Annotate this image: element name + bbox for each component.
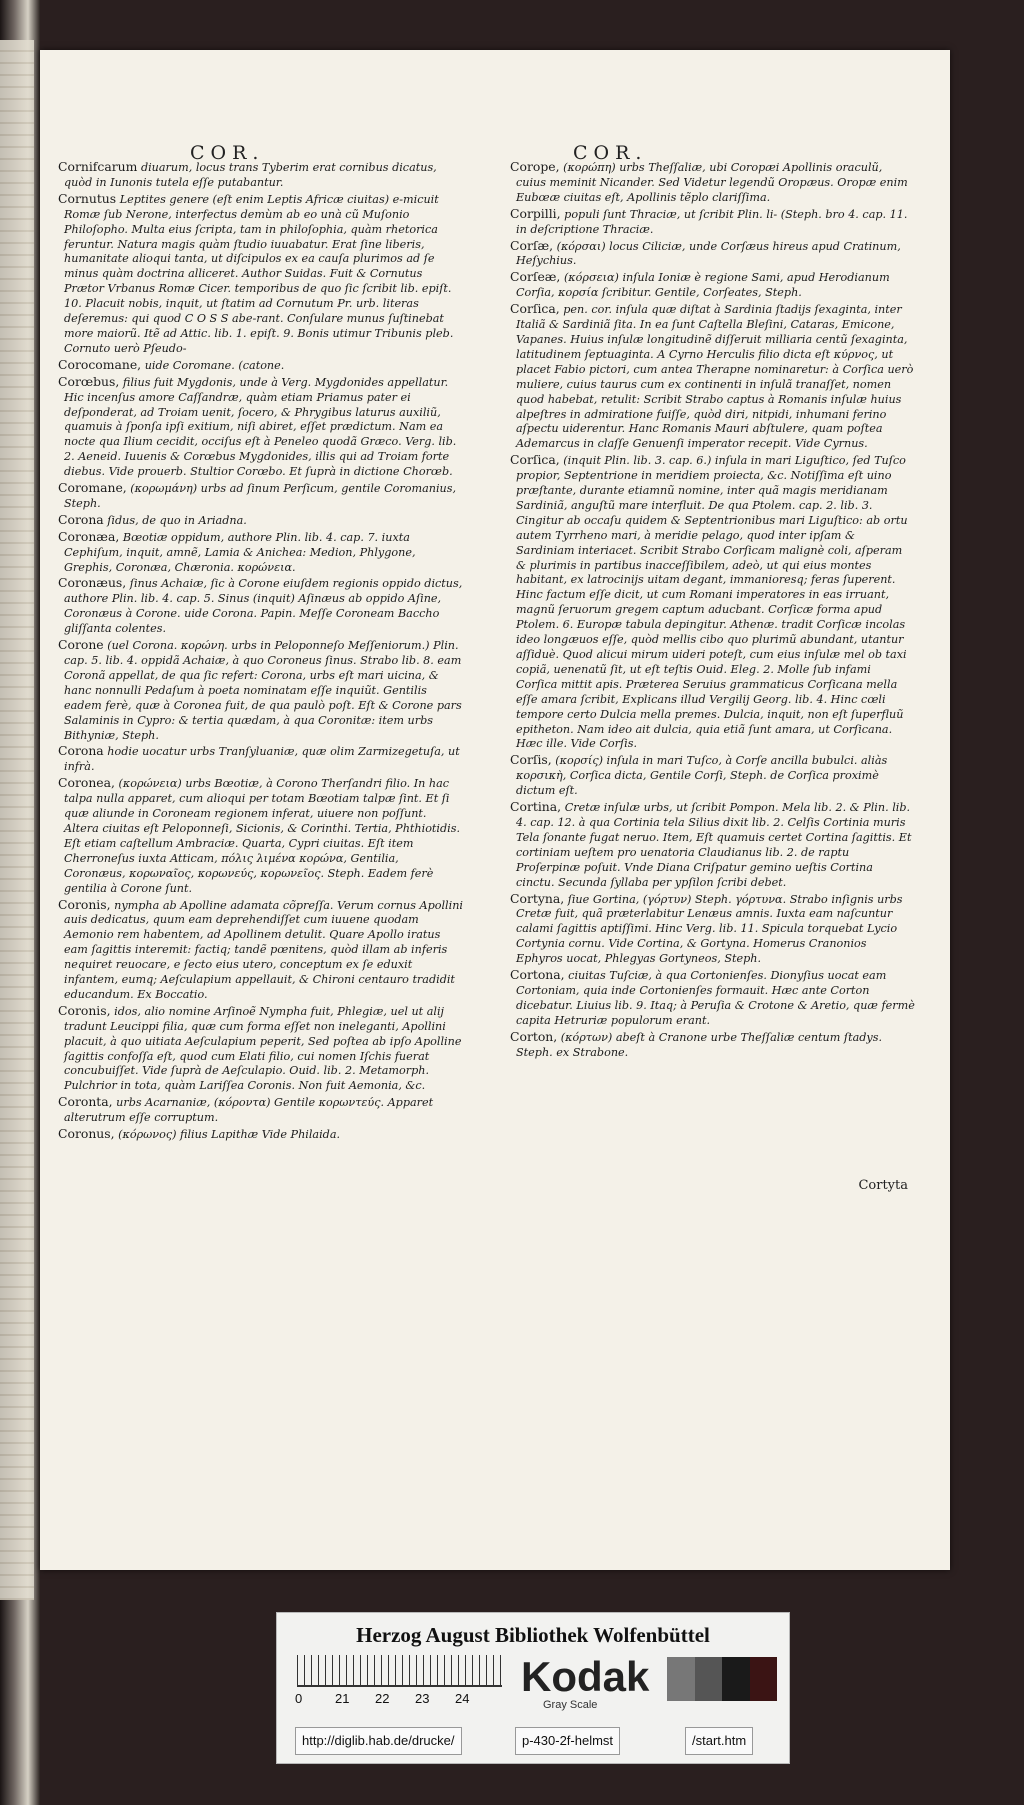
dictionary-entry — [58, 481, 463, 512]
entry-headword: Coronæa, — [58, 528, 120, 544]
dictionary-entry — [510, 270, 915, 301]
book-page — [40, 50, 950, 1570]
entry-text: ſidus, de quo in Ariadna. — [107, 513, 247, 527]
ruler-number: 22 — [375, 1691, 390, 1706]
entry-text: (κόρτων) abeſt à Cranone urbe Theſſaliæ centum ſtadys. Steph. ex Strabone. — [516, 1030, 883, 1059]
entry-text: ſiue Gortina, (γόρτυν) Steph. γόρτυνα. Strabo inſignis urbs Cretæ fuit, quã præterlabitur Lenæus amnis. Iuxta eam naſcuntur calami ſagittis aptiſſimi. Hinc Verg. lib. 11. Spicula torquebat Lycio Cortynia cornu. Vide Cortina, & Gortyna. Homerus Cranonios Ephyros uocat, Phlegyas Gortyneos, Steph. — [516, 892, 903, 966]
entry-text: ſinus Achaiæ, ſic à Corone eiuſdem regionis oppido dictus, authore Plin. lib. 4. cap. 5. Sinus (inquit) Aſinæus ab oppido Aſine, Coronæus à Corone. uide Corona. Papin. Meſſe Coroneam Baccho gliſſanta colentes. — [64, 577, 463, 636]
gray-swatches — [667, 1657, 777, 1701]
entry-text: (uel Corona. κορώνη. urbs in Peloponneſo Meſſeniorum.) Plin. cap. 5. lib. 4. oppidã Achaiæ, à quo Coroneus ſinus. Strabo lib. 8. eam Coronã appellat, de qua ſic refert: Corona, urbs eſt mari uicina, & hanc nonnulli Pedaſum à poeta nominatam eſſe inquiũt. Gentilis eadem ferè, quæ à Coronea fuit, de qua paulò poſt. Eſt & Corone pars Salaminis in Cypro: & tertia quædam, à qua Coronitæ: item urbs Bithyniæ, Steph. — [64, 639, 462, 742]
library-target-card — [276, 1612, 790, 1764]
entry-headword: Corœbus, — [58, 373, 120, 389]
dictionary-entry — [58, 576, 463, 637]
dictionary-entry — [510, 302, 915, 452]
entry-headword: Corona — [58, 511, 104, 527]
dictionary-entry — [58, 638, 463, 743]
right-column — [510, 160, 915, 1061]
entry-text: nympha ab Apolline adamata cõpreſſa. Verum cornus Apollini auis dedicatus, quum eam deprehendiſſet cum iuuene quodam Aemonio rem habentem, ad Apollinem detulit. Quare Apollo iratus eam ſagittis interemit: factiq; tandẽ pœnitens, quòd illam ab inferis nequiret reuocare, e ſecto eius utero, conceptum ex ſe eduxit infantem, eumq; Aeſculapium appellauit, & Chironi centauro tradidit educandum. Ex Boccatio. — [64, 898, 463, 1001]
url-box: http://diglib.hab.de/drucke/ — [295, 1727, 462, 1755]
previous-page-edge — [0, 40, 34, 1600]
entry-text: (κόρωνος) filius Lapithæ Vide Philaida. — [118, 1128, 341, 1142]
entry-text: urbs Acarnaniæ, (κόροντα) Gentile κορωντεύς. Apparet alterutrum eſſe corruptum. — [64, 1096, 434, 1125]
entry-headword: Corton, — [510, 1028, 558, 1044]
entry-headword: Corpilli, — [510, 205, 561, 221]
entry-text: idos, alio nomine Arſinoẽ Nympha fuit, Phlegiæ, uel ut alij tradunt Leucippi filia, quæ cum forma eſſet non ineleganti, Apollini placuit, à quo uitiata Aeſculapium peperit, Sed poſtea ab ipſo Apolline ſagittis confoſſa eſt, quod cum Elati filio, cui nomen Iſchis fuerat concubuiſſet. Vide ſuprà de Aeſculapio. Ouid. lib. 2. Metamorph. Pulchrior in tota, quàm Lariſſea Coronis. Non fuit Aemonia, &c. — [64, 1004, 462, 1093]
dictionary-entry — [510, 753, 915, 799]
entry-headword: Coronis, — [58, 1002, 111, 1018]
left-column — [58, 160, 463, 1144]
entry-headword: Cortina, — [510, 799, 562, 815]
kodak-logo: Kodak — [521, 1653, 650, 1700]
dictionary-entry — [58, 358, 463, 374]
entry-text: (κορώνεια) urbs Bœotiæ, à Corono Therſandri filio. In hac talpa nulla apparet, cum alioqui per totam Bœotiam talpæ ſint. Et ſi quæ aliunde in Coroneam regionem inferat, uiuere non poſſunt. Altera ciuitas eſt Peloponneſi, Sicionis, & Corinthi. Tertia, Phthiotidis. Eſt etiam caſtellum Ambraciæ. Quarta, Cypri ciuitas. Eſt item Cherroneſus iuxta Atticam, πόλις λιμένα κορώνα, Gentilia, Coronæus, κορωναῖος, κορωνεύς, κορωνεῖος. Steph. Eadem ferè gentilia à Corone ſunt. — [64, 777, 461, 895]
dictionary-entry — [510, 453, 915, 752]
entry-text: (κόρσεια) inſula Ioniæ è regione Sami, apud Herodianum Corſia, κορσία ſcribitur. Gentile, Corſeates, Steph. — [516, 271, 890, 300]
signature-box: p-430-2f-helmst — [515, 1727, 620, 1755]
ruler-number: 23 — [415, 1691, 430, 1706]
dictionary-entry — [510, 800, 915, 890]
entry-headword: Corone — [58, 637, 104, 653]
entry-headword: Corocomane, — [58, 356, 142, 372]
entry-headword: Coronis, — [58, 896, 111, 912]
entry-text: pen. cor. inſula quæ diſtat à Sardinia ſtadijs ſexaginta, inter Italiã & Sardiniã ſita. In ea ſunt Caſtella Bleſini, Cataras, Emicone, Vapanes. Huius inſulæ longitudinẽ diſſeruit milliaria centũ ſexaginta, latitudinem ſeptuaginta. A Cyrno Herculis filio dicta eſt κύρνος, ut placet Fabio pictori, cum antea Therapne nominaretur: à Corſica uerò muliere, cuius taurus cum ex continenti in inſulã tranaſſet, nomen quod habebat, retulit: Scribit Strabo captus à Romanis inſulæ huius alpeſtres in admiratione fuiſſe, quòd diri, nitpidi, inhumani ferino aſpectu uiderentur. Hanc Romanis Mauri abſtulere, quam poſtea Ademarcus in claſſe Genuenſi imperator recepit. Vide Cyrnus. — [516, 303, 914, 451]
entry-text: (κόρσαι) locus Ciliciæ, unde Corſæus hireus apud Cratinum, Heſychius. — [516, 239, 901, 268]
entry-text: Cretæ inſulæ urbs, ut ſcribit Pompon. Mela lib. 2. & Plin. lib. 4. cap. 12. à qua Cortinia tela Silius dixit lib. 2. Celſis Cortinia muris Tela ſonante fugat neruo. Item, Eſt quamuis certet Cortina ſagittis. Et cortiniam ueſtem pro uenatoria Claudianus lib. 2. de raptu Proſerpinæ poſuit. Vnde Diana Criſpatur gemino ueſtis Cortina cinctu. Secunda ſyllaba per ypſilon ſcribi debet. — [516, 801, 912, 889]
entry-text: Leptites genere (eſt enim Leptis Africæ ciuitas) e-micuit Romæ ſub Nerone, interfectus demùm ab eo unà cũ Muſonio Philoſopho. Multa eius ſcripta, tam in philoſophia, quàm rhetorica feruntur. Natura magis quàm ſtudio iuuabatur. Erat ſine liberis, humanitate alioqui tanta, ut diſcipulos ex ea cauſa plurimos ad ſe minus quàm doctrina alliceret. Author Suidas. Fuit & Cornutus Prætor Vrbanus Romæ Cicer. temporibus de quo ſic ſcribit lib. epiſt. 10. Placuit nobis, inquit, ut ſtatim ad Cornutum Pr. urb. literas deſeremus: qui quod C O S S abe-rant. Conſulare munus ſuſtinebat more maiorũ. Itẽ ad Attic. lib. 1. epiſt. 9. Bonis utimur Tribunis pleb. Cornuto uerò Pſeudo- — [64, 192, 454, 355]
catchword: Cortyta — [858, 1178, 908, 1193]
ruler-number: 24 — [455, 1691, 470, 1706]
entry-text: (inquit Plin. lib. 3. cap. 6.) inſula in mari Liguſtico, ſed Tuſco propior, Septentrione in meridiem proiecta, &c. Notiſſima eſt uino præſtante, durante etiamnũ nomine, inter quã magis meridianam Sardiniã, anguſtũ mare interfluit. De qua Ptolem. cap. 2. lib. 3. Cingitur ab occaſu quidem & Septentrionibus mari Liguſtico: ab ortu autem Tyrrheno mari, à meridie pelago, quod inter ipſam & Sardiniam interiacet. Scribit Strabo Corſicam malignè coli, aſperam & plurimis in partibus inacceſſibilem, adeò, ut qui eius montes habitant, ex latrocinijs uitam degant, immanioresq; feras ſuperent. Hinc factum eſſe dicit, ut cum Romani imperatores in eas irruant, magnũ ſeruorum gregem captum aducbant. Corſicæ forma apud Ptolem. 6. Europæ tabula depingitur. Athenæ. tradit Corſicæ incolas ideo longæuos eſſe, quòd mellis cibo quo plurimũ abundant, utantur aſſiduè. Quod alicui mirum uideri poteſt, cum eius inſulæ mel ob taxi copiã, uenenatũ ſit, ut eſt teſtis Ouid. Eleg. 2. Molle ſub infami Corſica mittit apis. Præterea Seruius grammaticus Corſicana mella eſſe amara ſcribit, Explicans illud Vergilij Georg. lib. 4. Hinc cœli tempore certo Dulcia mella premes. Dulcia, inquit, non eſt ſuperfluũ epitheton. Nam ideo ait dulcia, quia etiã ſunt amara, ut Corſicana. Hæc ille. Vide Corſis. — [516, 454, 908, 751]
dictionary-entry — [58, 898, 463, 1003]
dictionary-entry — [58, 1127, 463, 1143]
dictionary-entry — [510, 207, 915, 238]
ruler-numbers — [295, 1691, 505, 1706]
dictionary-entry — [58, 1004, 463, 1094]
entry-text: Bœotiæ oppidum, authore Plin. lib. 4. cap. 7. iuxta Cephiſum, inquit, amnẽ, Lamia & Anichea: Medion, Phlygone, Grephis, Coronæa, Chæronia. κορώνεια. — [64, 530, 416, 574]
ruler-number: 21 — [335, 1691, 350, 1706]
entry-headword: Coronus, — [58, 1126, 115, 1142]
ruler-number: 0 — [295, 1691, 303, 1706]
entry-headword: Cornifcarum — [58, 159, 138, 174]
entry-headword: Corſica, — [510, 452, 560, 468]
entry-headword: Cornutus — [58, 190, 117, 206]
dictionary-entry — [510, 968, 915, 1029]
entry-headword: Coromane, — [58, 480, 127, 496]
dictionary-entry — [58, 744, 463, 775]
dictionary-entry — [510, 239, 915, 270]
entry-headword: Corſeæ, — [510, 269, 561, 285]
gray-scale-label: Gray Scale — [543, 1699, 598, 1711]
library-name: Herzog August Bibliothek Wolfenbüttel — [356, 1623, 710, 1647]
dictionary-entry — [510, 160, 915, 206]
entry-headword: Corona — [58, 743, 104, 759]
entry-text: uide Coromane. (catone. — [144, 358, 285, 372]
dictionary-entry — [510, 892, 915, 968]
gray-swatch — [695, 1657, 723, 1701]
dictionary-entry — [58, 513, 463, 529]
entry-text: hodie uocatur urbs Tranſyluaniæ, quæ olim Zarmizegetuſa, ut infrà. — [64, 745, 460, 774]
dictionary-entry — [58, 776, 463, 896]
gray-swatch — [722, 1657, 750, 1701]
entry-text: (κορώπη) urbs Theſſaliæ, ubi Coropæi Apollinis oraculũ, cuius meminit Nicander. Sed Videtur legendũ Oropæus. Oropæ enim Eubœæ ciuitas eſt, Apollinis tẽplo clariſſima. — [516, 161, 908, 204]
gray-swatch — [667, 1657, 695, 1701]
dictionary-entry — [58, 375, 463, 480]
dictionary-entry — [510, 1030, 915, 1061]
entry-headword: Corope, — [510, 159, 560, 174]
entry-headword: Corſica, — [510, 301, 560, 317]
entry-text: ciuitas Tuſciæ, à qua Cortonienſes. Dionyſius uocat eam Cortoniam, quia inde Cortonienſes formauit. Hæc ante Corton dicebatur. Liuius lib. 9. Itaq; à Peruſia & Crotone & Aretio, quæ fermè capita Hetruriæ populorum erant. — [516, 969, 915, 1027]
scale-ruler — [297, 1655, 502, 1687]
dictionary-entry — [58, 192, 463, 357]
dictionary-entry — [58, 530, 463, 576]
page-header-left: COR. — [190, 142, 265, 164]
dictionary-entry — [58, 1095, 463, 1126]
entry-headword: Coronæus, — [58, 575, 127, 591]
page-box: /start.htm — [685, 1727, 753, 1755]
entry-text: (κορωμάνη) urbs ad ſinum Perſicum, gentile Coromanius, Steph. — [64, 482, 457, 510]
entry-headword: Cortyna, — [510, 890, 565, 906]
entry-headword: Coronta, — [58, 1094, 113, 1110]
entry-headword: Corſæ, — [510, 237, 554, 253]
entry-headword: Coronea, — [58, 775, 115, 791]
entry-headword: Corſis, — [510, 752, 552, 768]
entry-headword: Cortona, — [510, 967, 565, 983]
page-header-right: COR. — [573, 142, 648, 164]
dictionary-entry — [58, 160, 463, 191]
entry-text: filius fuit Mygdonis, unde à Verg. Mygdonides appellatur. Hic incenſus amore Caſſandræ, quàm etiam Priamus pater ei deſponderat, ad Troiam uenit, ſocero, & Phrygibus laturus auxiliũ, quamuis à ſponſa ipſi exitium, niſi abiret, eſſet prædictum. Nam ea nocte qua Ilium cecidit, occiſus eſt à Peneleo quodã Græco. Verg. lib. 2. Aeneid. Iuuenis & Corœbus Mygdonides, illis qui ad Troiam forte diebus. Vide prouerb. Stultior Corœbo. Et ſuprà in dictione Chorœb. — [64, 375, 457, 479]
entry-text: (κορσίς) inſula in mari Tuſco, à Corſe ancilla bubulci. aliàs κορσικὴ, Corſica dicta, Gentile Corſi, Steph. de Corſica proximè dictum eſt. — [516, 754, 888, 798]
entry-text: populi ſunt Thraciæ, ut ſcribit Plin. li- (Steph. bro 4. cap. 11. in deſcriptione Thraciæ. — [516, 207, 908, 236]
entry-text: diuarum, locus trans Tyberim erat cornibus dicatus, quòd in Iunonis tutela eſſe putabantur. — [64, 161, 437, 189]
gray-swatch — [750, 1657, 778, 1701]
